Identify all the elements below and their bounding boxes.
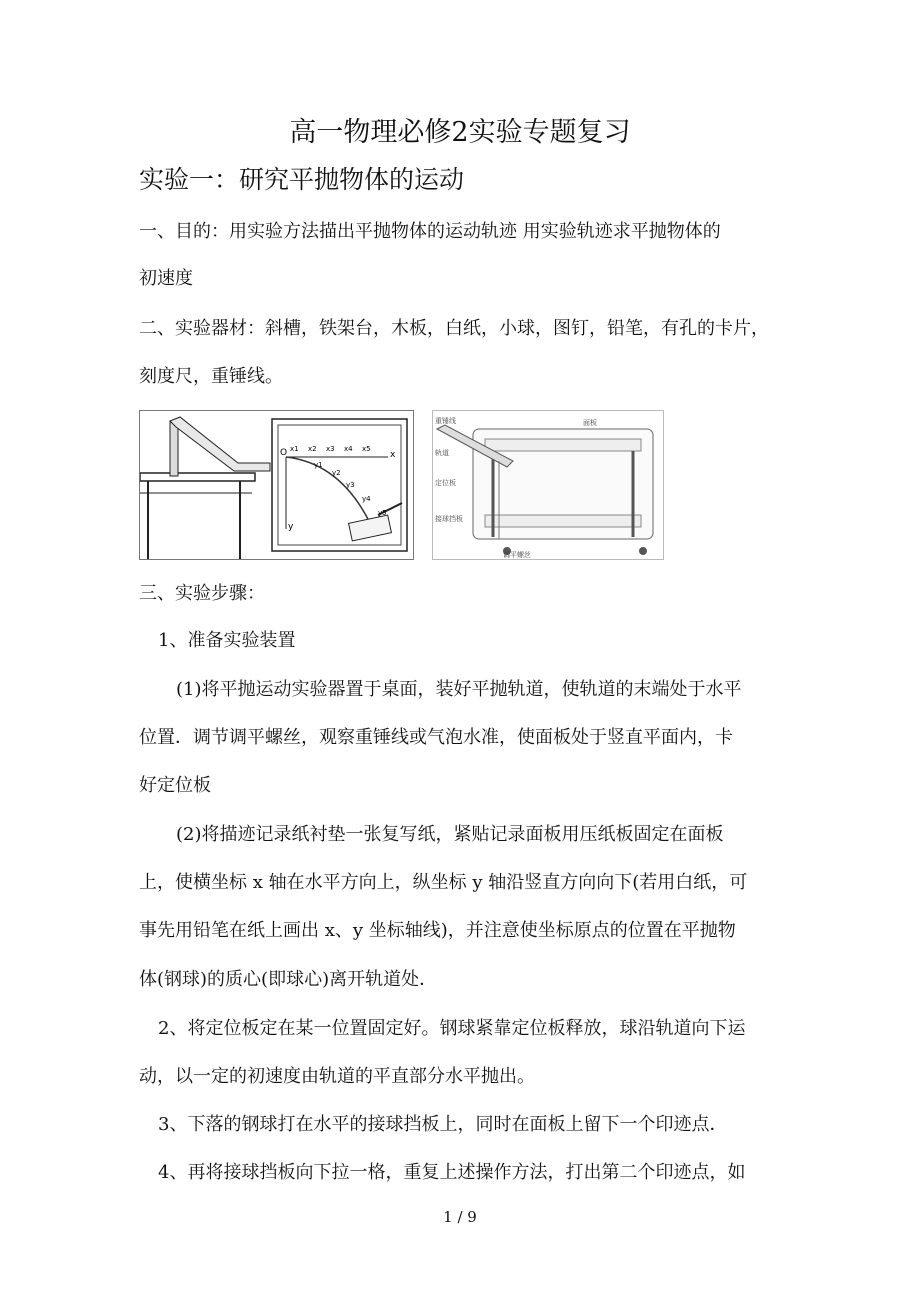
step-1: 1、准备实验装置 xyxy=(158,630,296,651)
equipment-line-2: 刻度尺，重锤线。 xyxy=(139,366,283,387)
section-heading: 实验一：研究平抛物体的运动 xyxy=(139,165,465,194)
label-plumb: 重锤线 xyxy=(435,417,456,425)
x-axis-label: x xyxy=(390,450,396,460)
purpose-line-1: 一、目的：用实验方法描出平抛物体的运动轨迹 用实验轨迹求平抛物体的 xyxy=(139,221,721,242)
step-1b-line-4: 体(钢球)的质心(即球心)离开轨道处． xyxy=(139,969,438,990)
y-tick-5: y5 xyxy=(378,509,387,517)
step-1a-line-2: 位置．调节调平螺丝，观察重锤线或气泡水准，使面板处于竖直平面内，卡 xyxy=(139,727,733,748)
purpose-line-2: 初速度 xyxy=(139,268,193,289)
x-tick-1: x1 xyxy=(290,445,299,453)
origin-label: O xyxy=(280,448,288,458)
step-1b-line-3: 事先用铅笔在纸上画出 x、y 坐标轴线)，并注意使坐标原点的位置在平抛物 xyxy=(139,920,736,941)
y-tick-2: y2 xyxy=(332,469,341,477)
step-4: 4、再将接球挡板向下拉一格，重复上述操作方法，打出第二个印迹点，如 xyxy=(158,1162,746,1183)
step-2-line-2: 动，以一定的初速度由轨道的平直部分水平抛出。 xyxy=(139,1066,535,1087)
figure-apparatus-photo xyxy=(432,410,664,560)
step-1a-line-1: (1)将平抛运动实验器置于桌面，装好平抛轨道，使轨道的末端处于水平 xyxy=(176,679,742,700)
label-panel: 面板 xyxy=(583,419,597,427)
x-tick-4: x4 xyxy=(344,445,353,453)
label-locator: 定位板 xyxy=(435,479,456,487)
y-axis-label: y xyxy=(288,522,294,532)
step-3: 3、下落的钢球打在水平的接球挡板上，同时在面板上留下一个印迹点． xyxy=(158,1114,728,1135)
apparatus-sketch-drawing xyxy=(140,411,413,559)
x-tick-5: x5 xyxy=(362,445,371,453)
steps-heading: 三、实验步骤： xyxy=(139,583,265,604)
step-1a-line-3: 好定位板 xyxy=(139,775,211,796)
apparatus-photo-drawing xyxy=(433,411,663,559)
equipment-line-1: 二、实验器材：斜槽，铁架台，木板，白纸，小球，图钉，铅笔，有孔的卡片， xyxy=(139,318,769,339)
step-1b-line-2: 上，使横坐标 x 轴在水平方向上，纵坐标 y 轴沿竖直方向向下(若用白纸，可 xyxy=(139,872,748,893)
page-indicator: 1 / 9 xyxy=(443,1208,477,1226)
y-tick-1: y1 xyxy=(314,461,323,469)
y-tick-4: y4 xyxy=(362,495,371,503)
label-track: 轨道 xyxy=(435,449,449,457)
label-screw: 调平螺丝 xyxy=(503,551,531,559)
y-tick-3: y3 xyxy=(346,481,355,489)
x-tick-3: x3 xyxy=(326,445,335,453)
step-2-line-1: 2、将定位板定在某一位置固定好。钢球紧靠定位板释放，球沿轨道向下运 xyxy=(158,1018,746,1039)
x-tick-2: x2 xyxy=(308,445,317,453)
page-title: 高一物理必修2实验专题复习 xyxy=(289,117,631,148)
step-1b-line-1: (2)将描迹记录纸衬垫一张复写纸，紧贴记录面板用压纸板固定在面板 xyxy=(176,824,724,845)
label-catcher: 接球挡板 xyxy=(435,515,463,523)
figure-apparatus-sketch xyxy=(139,410,414,560)
